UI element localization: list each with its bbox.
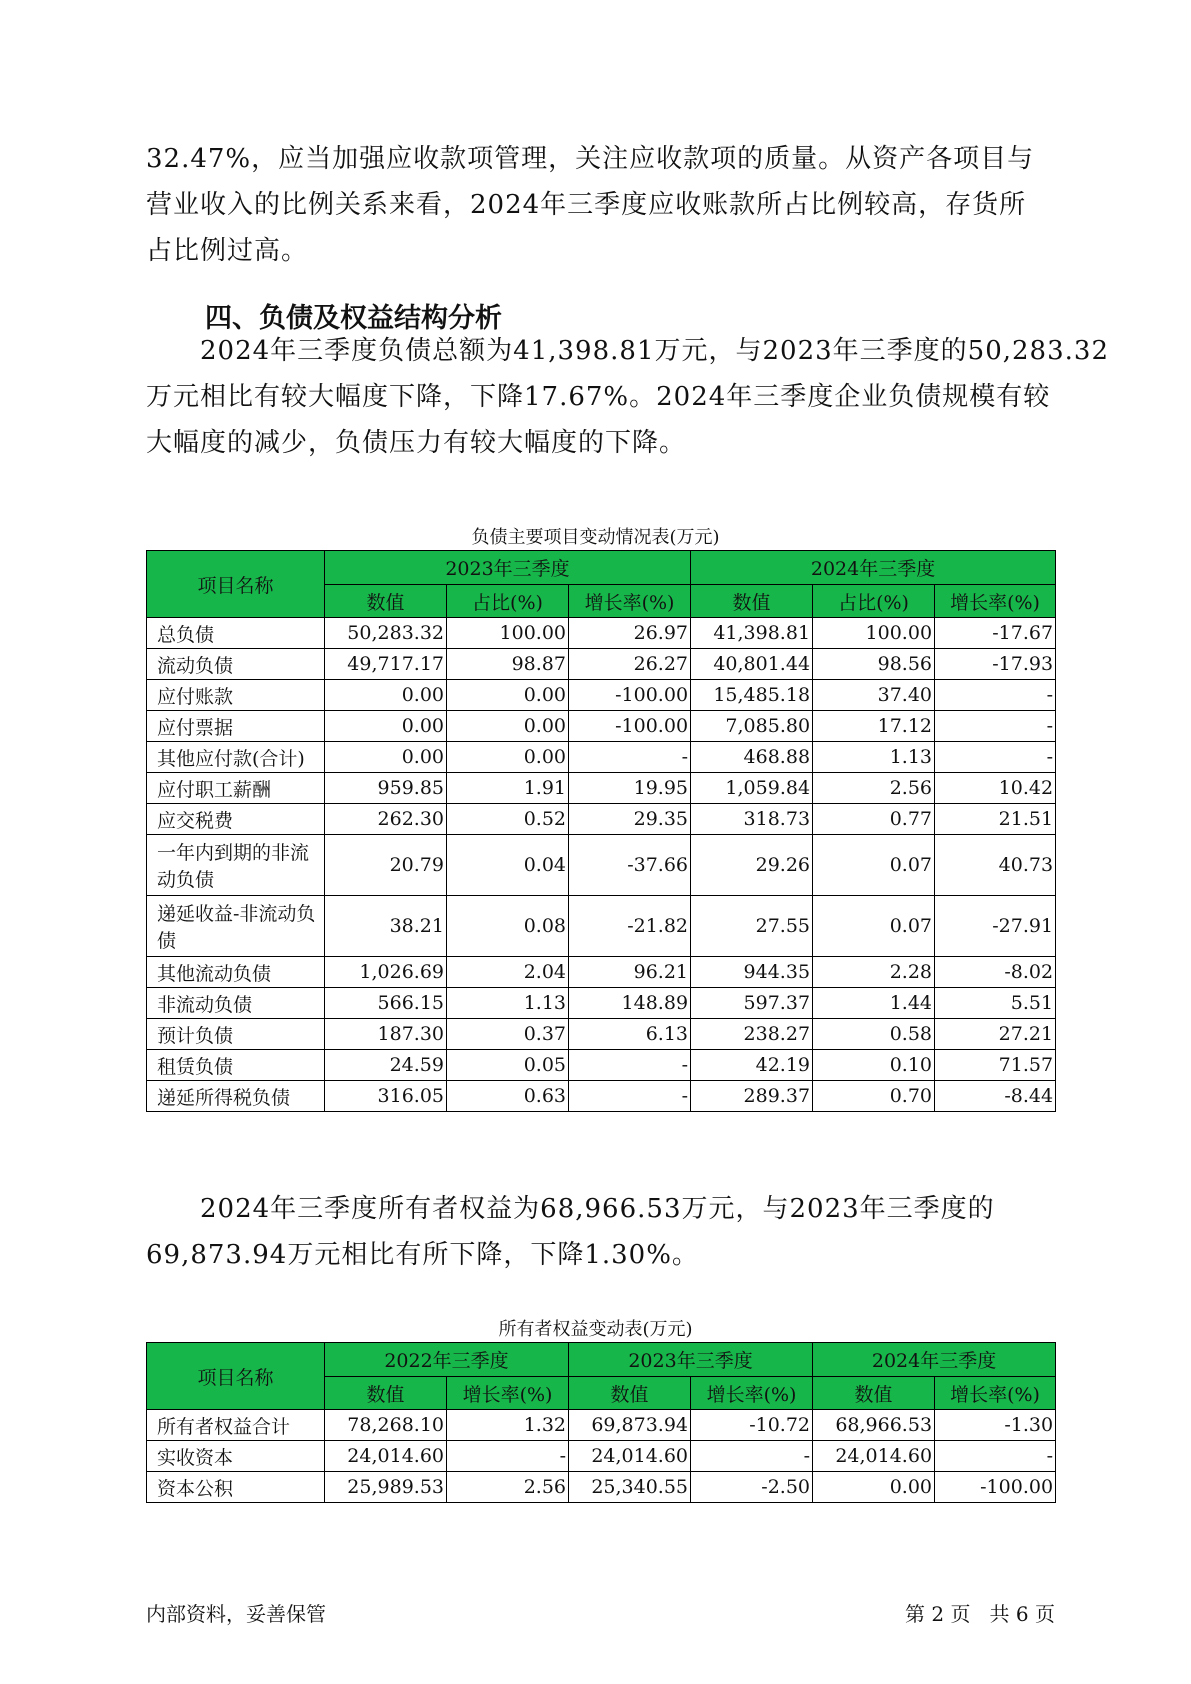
page-number: 第 2 页 共 6 页	[905, 1602, 1055, 1626]
table-cell: 10.42	[935, 773, 1056, 804]
table-cell: -17.67	[935, 618, 1056, 649]
row-label: 租赁负债	[147, 1050, 325, 1081]
table-cell: 0.70	[813, 1081, 935, 1112]
item-name-header: 项目名称	[147, 1343, 325, 1410]
row-label: 其他应付款(合计)	[147, 742, 325, 773]
table-cell: 96.21	[569, 957, 691, 988]
table-cell: 1.32	[447, 1410, 569, 1441]
table-cell: 2.56	[447, 1472, 569, 1503]
period-header: 2024年三季度	[691, 551, 1056, 585]
table-cell: 68,966.53	[813, 1410, 935, 1441]
table-cell: 25,340.55	[569, 1472, 691, 1503]
table-row	[147, 742, 1056, 773]
table-cell: -8.02	[935, 957, 1056, 988]
intro-paragraph	[146, 136, 1046, 274]
table-cell: 100.00	[447, 618, 569, 649]
table-cell: -21.82	[569, 896, 691, 957]
table-row	[147, 1410, 1056, 1441]
table-cell: 100.00	[813, 618, 935, 649]
table-cell: 238.27	[691, 1019, 813, 1050]
row-label: 一年内到期的非流动负债	[147, 835, 325, 896]
table-cell: -	[935, 711, 1056, 742]
table-cell: 0.63	[447, 1081, 569, 1112]
table-cell: 24.59	[325, 1050, 447, 1081]
table-cell: 42.19	[691, 1050, 813, 1081]
table-cell: 0.00	[447, 711, 569, 742]
table-cell: 1.91	[447, 773, 569, 804]
table-cell: 959.85	[325, 773, 447, 804]
column-header: 数值	[569, 1377, 691, 1410]
table-cell: 5.51	[935, 988, 1056, 1019]
column-header: 增长率(%)	[569, 585, 691, 618]
text-line: 大幅度的减少，负债压力有较大幅度的下降。	[146, 428, 687, 458]
liability-table-body	[147, 618, 1056, 1112]
table-row	[147, 896, 1056, 957]
table-row	[147, 773, 1056, 804]
table-cell: 0.52	[447, 804, 569, 835]
period-header: 2023年三季度	[569, 1343, 813, 1377]
table-cell: 316.05	[325, 1081, 447, 1112]
table-row	[147, 1081, 1056, 1112]
table-cell: -	[569, 1050, 691, 1081]
table-cell: 71.57	[935, 1050, 1056, 1081]
section-heading: 四、负债及权益结构分析	[205, 303, 502, 334]
column-header: 增长率(%)	[447, 1377, 569, 1410]
table-cell: -17.93	[935, 649, 1056, 680]
table-cell: 597.37	[691, 988, 813, 1019]
table-cell: 17.12	[813, 711, 935, 742]
table-cell: -	[569, 1081, 691, 1112]
table-cell: 0.00	[325, 742, 447, 773]
table-cell: 98.87	[447, 649, 569, 680]
table-cell: 289.37	[691, 1081, 813, 1112]
table-cell: 69,873.94	[569, 1410, 691, 1441]
table-cell: 20.79	[325, 835, 447, 896]
table-cell: -100.00	[569, 711, 691, 742]
table-cell: 27.55	[691, 896, 813, 957]
table-row	[147, 1019, 1056, 1050]
table-cell: 0.00	[447, 680, 569, 711]
table-row	[147, 1441, 1056, 1472]
table-cell: -10.72	[691, 1410, 813, 1441]
column-header: 占比(%)	[447, 585, 569, 618]
column-header: 增长率(%)	[935, 1377, 1056, 1410]
table-row	[147, 649, 1056, 680]
row-label: 应交税费	[147, 804, 325, 835]
table-cell: 40,801.44	[691, 649, 813, 680]
liability-table-caption: 负债主要项目变动情况表(万元)	[471, 527, 720, 548]
table-cell: 7,085.80	[691, 711, 813, 742]
table-cell: 148.89	[569, 988, 691, 1019]
row-label: 资本公积	[147, 1472, 325, 1503]
row-label: 总负债	[147, 618, 325, 649]
column-header: 数值	[813, 1377, 935, 1410]
row-label: 递延所得税负债	[147, 1081, 325, 1112]
table-cell: -	[569, 742, 691, 773]
table-cell: 1.44	[813, 988, 935, 1019]
table-cell: -1.30	[935, 1410, 1056, 1441]
table-cell: -	[935, 742, 1056, 773]
column-header: 数值	[325, 585, 447, 618]
table-cell: 24,014.60	[569, 1441, 691, 1472]
table-cell: 468.88	[691, 742, 813, 773]
table-cell: 0.10	[813, 1050, 935, 1081]
column-header: 增长率(%)	[691, 1377, 813, 1410]
table-cell: 26.27	[569, 649, 691, 680]
table-cell: 49,717.17	[325, 649, 447, 680]
table-cell: 2.04	[447, 957, 569, 988]
text-line: 2024年三季度所有者权益为68,966.53万元，与2023年三季度的	[200, 1194, 995, 1224]
row-label: 所有者权益合计	[147, 1410, 325, 1441]
row-label: 实收资本	[147, 1441, 325, 1472]
row-label: 应付账款	[147, 680, 325, 711]
table-cell: 0.00	[325, 680, 447, 711]
table-cell: 24,014.60	[325, 1441, 447, 1472]
table-cell: 29.26	[691, 835, 813, 896]
table-cell: -2.50	[691, 1472, 813, 1503]
table-cell: 1,059.84	[691, 773, 813, 804]
table-cell: 0.04	[447, 835, 569, 896]
table-cell: 21.51	[935, 804, 1056, 835]
equity-table-caption: 所有者权益变动表(万元)	[498, 1319, 693, 1340]
footer-note: 内部资料，妥善保管	[146, 1602, 326, 1626]
equity-paragraph	[146, 1186, 1046, 1278]
period-header: 2023年三季度	[325, 551, 691, 585]
table-cell: 41,398.81	[691, 618, 813, 649]
column-header: 数值	[325, 1377, 447, 1410]
table-cell: -	[935, 680, 1056, 711]
row-label: 非流动负债	[147, 988, 325, 1019]
table-cell: -100.00	[935, 1472, 1056, 1503]
table-cell: 50,283.32	[325, 618, 447, 649]
table-row	[147, 804, 1056, 835]
table-row	[147, 711, 1056, 742]
table-cell: -	[447, 1441, 569, 1472]
table-cell: 37.40	[813, 680, 935, 711]
equity-table	[146, 1342, 1056, 1503]
row-label: 应付职工薪酬	[147, 773, 325, 804]
text-line: 占比例过高。	[146, 236, 309, 266]
table-row	[147, 1472, 1056, 1503]
table-cell: 6.13	[569, 1019, 691, 1050]
liability-table	[146, 550, 1056, 1112]
table-cell: 2.56	[813, 773, 935, 804]
row-label: 预计负债	[147, 1019, 325, 1050]
text-line: 32.47%，应当加强应收款项管理，关注应收款项的质量。从资产各项目与	[146, 144, 1035, 174]
table-cell: 2.28	[813, 957, 935, 988]
text-line: 营业收入的比例关系来看，2024年三季度应收账款所占比例较高，存货所	[146, 190, 1027, 220]
table-cell: 187.30	[325, 1019, 447, 1050]
table-cell: -37.66	[569, 835, 691, 896]
row-label: 其他流动负债	[147, 957, 325, 988]
equity-table-body	[147, 1410, 1056, 1503]
table-cell: 318.73	[691, 804, 813, 835]
table-cell: 0.00	[813, 1472, 935, 1503]
table-row	[147, 1050, 1056, 1081]
table-cell: 27.21	[935, 1019, 1056, 1050]
text-line: 万元相比有较大幅度下降，下降17.67%。2024年三季度企业负债规模有较	[146, 382, 1051, 412]
table-cell: 262.30	[325, 804, 447, 835]
table-cell: 0.08	[447, 896, 569, 957]
table-cell: 24,014.60	[813, 1441, 935, 1472]
text-line: 2024年三季度负债总额为41,398.81万元，与2023年三季度的50,283.32	[200, 336, 1109, 366]
table-row	[147, 618, 1056, 649]
table-row	[147, 680, 1056, 711]
table-cell: -27.91	[935, 896, 1056, 957]
table-cell: 98.56	[813, 649, 935, 680]
table-cell: 0.07	[813, 835, 935, 896]
table-cell: 0.00	[325, 711, 447, 742]
column-header: 增长率(%)	[935, 585, 1056, 618]
table-cell: 0.07	[813, 896, 935, 957]
row-label: 流动负债	[147, 649, 325, 680]
period-header: 2022年三季度	[325, 1343, 569, 1377]
table-cell: -100.00	[569, 680, 691, 711]
table-row	[147, 957, 1056, 988]
row-label: 递延收益-非流动负债	[147, 896, 325, 957]
table-cell: 25,989.53	[325, 1472, 447, 1503]
table-cell: 38.21	[325, 896, 447, 957]
table-cell: 19.95	[569, 773, 691, 804]
table-cell: 26.97	[569, 618, 691, 649]
table-cell: 1.13	[813, 742, 935, 773]
table-cell: 0.77	[813, 804, 935, 835]
row-label: 应付票据	[147, 711, 325, 742]
column-header: 数值	[691, 585, 813, 618]
table-cell: -	[691, 1441, 813, 1472]
table-cell: -8.44	[935, 1081, 1056, 1112]
table-cell: 15,485.18	[691, 680, 813, 711]
table-cell: -	[935, 1441, 1056, 1472]
table-cell: 1,026.69	[325, 957, 447, 988]
table-cell: 0.58	[813, 1019, 935, 1050]
table-row	[147, 835, 1056, 896]
liability-paragraph	[146, 328, 1109, 466]
table-cell: 40.73	[935, 835, 1056, 896]
table-row	[147, 988, 1056, 1019]
table-cell: 0.05	[447, 1050, 569, 1081]
item-name-header: 项目名称	[147, 551, 325, 618]
column-header: 占比(%)	[813, 585, 935, 618]
table-cell: 0.00	[447, 742, 569, 773]
text-line: 69,873.94万元相比有所下降，下降1.30%。	[146, 1240, 699, 1270]
period-header: 2024年三季度	[813, 1343, 1056, 1377]
table-cell: 0.37	[447, 1019, 569, 1050]
table-cell: 29.35	[569, 804, 691, 835]
table-cell: 78,268.10	[325, 1410, 447, 1441]
table-cell: 566.15	[325, 988, 447, 1019]
table-cell: 944.35	[691, 957, 813, 988]
table-cell: 1.13	[447, 988, 569, 1019]
